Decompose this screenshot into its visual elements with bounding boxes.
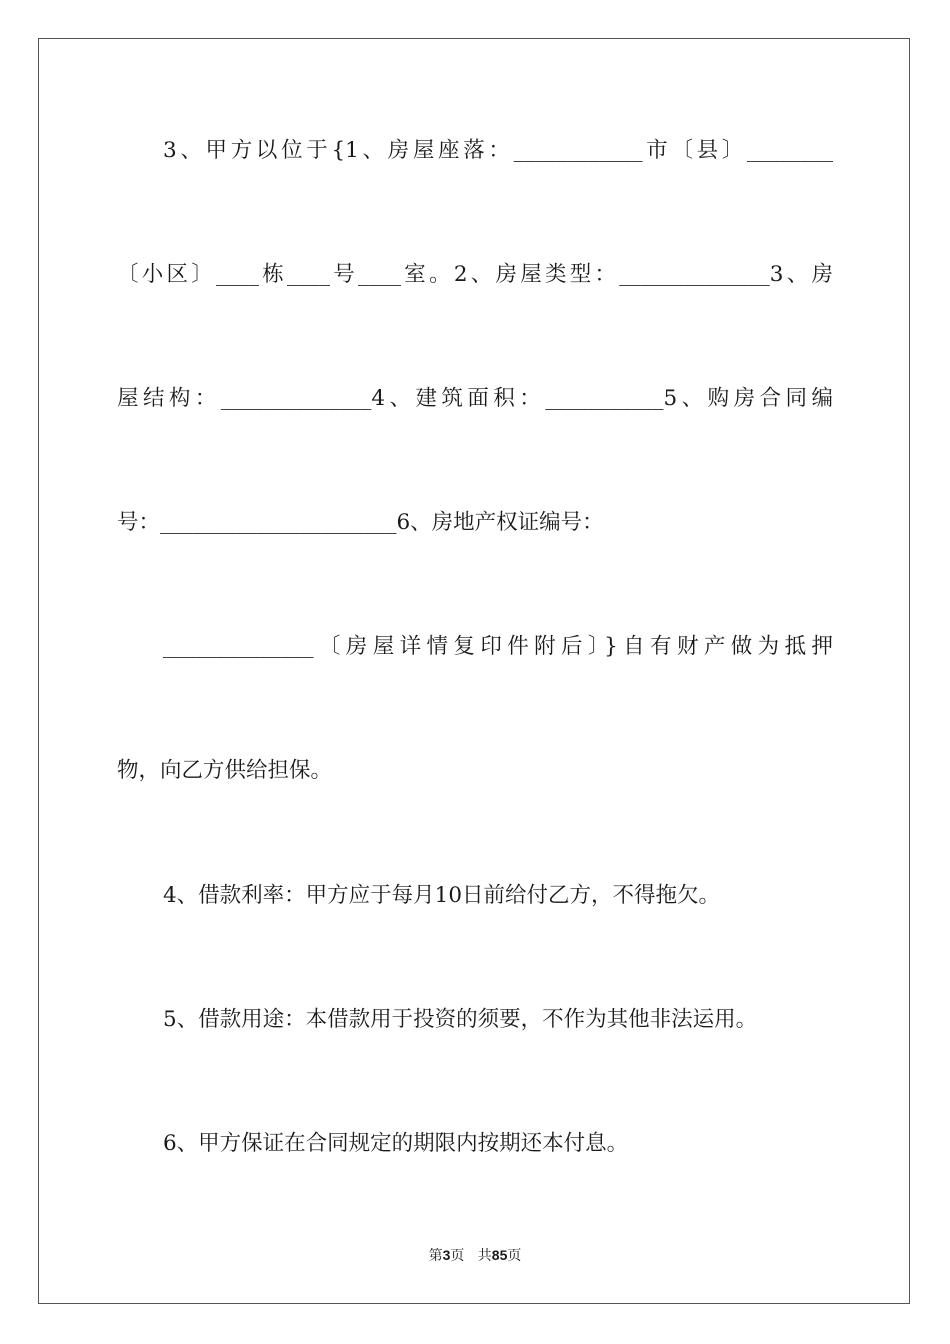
page-border <box>38 38 910 1304</box>
paragraph-6: 6、甲方保证在合同规定的期限内按期还本付息。 <box>163 1131 629 1156</box>
footer-prefix: 第 <box>428 1248 443 1264</box>
paragraph-3-line-1: 3、甲方以位于{1、房屋座落：____________市〔县〕________ <box>163 138 833 163</box>
footer-total-suffix: 页 <box>507 1248 522 1264</box>
paragraph-3-line-4: 号：______________________6、房地产权证编号： <box>117 510 604 535</box>
footer-current-page: 3 <box>442 1247 451 1263</box>
paragraph-3-line-3: 屋结构：______________4、建筑面积：___________5、购房合同编 <box>117 386 833 411</box>
footer-total-pages: 85 <box>491 1247 508 1263</box>
footer-page-suffix: 页 <box>450 1248 465 1264</box>
footer-total-prefix: 共 <box>477 1248 492 1264</box>
page-footer <box>0 1245 950 1265</box>
paragraph-3-line-2: 〔小区〕____栋____号____室。2、房屋类型：______________3、房 <box>117 262 833 287</box>
paragraph-3-line-5: ______________〔房屋详情复印件附后〕}自有财产做为抵押 <box>163 634 833 659</box>
paragraph-3-line-6: 物，向乙方供给担保。 <box>117 758 333 783</box>
paragraph-4: 4、借款利率：甲方应于每月10日前给付乙方，不得拖欠。 <box>163 883 721 908</box>
paragraph-5: 5、借款用途：本借款用于投资的须要，不作为其他非法运用。 <box>163 1007 758 1032</box>
